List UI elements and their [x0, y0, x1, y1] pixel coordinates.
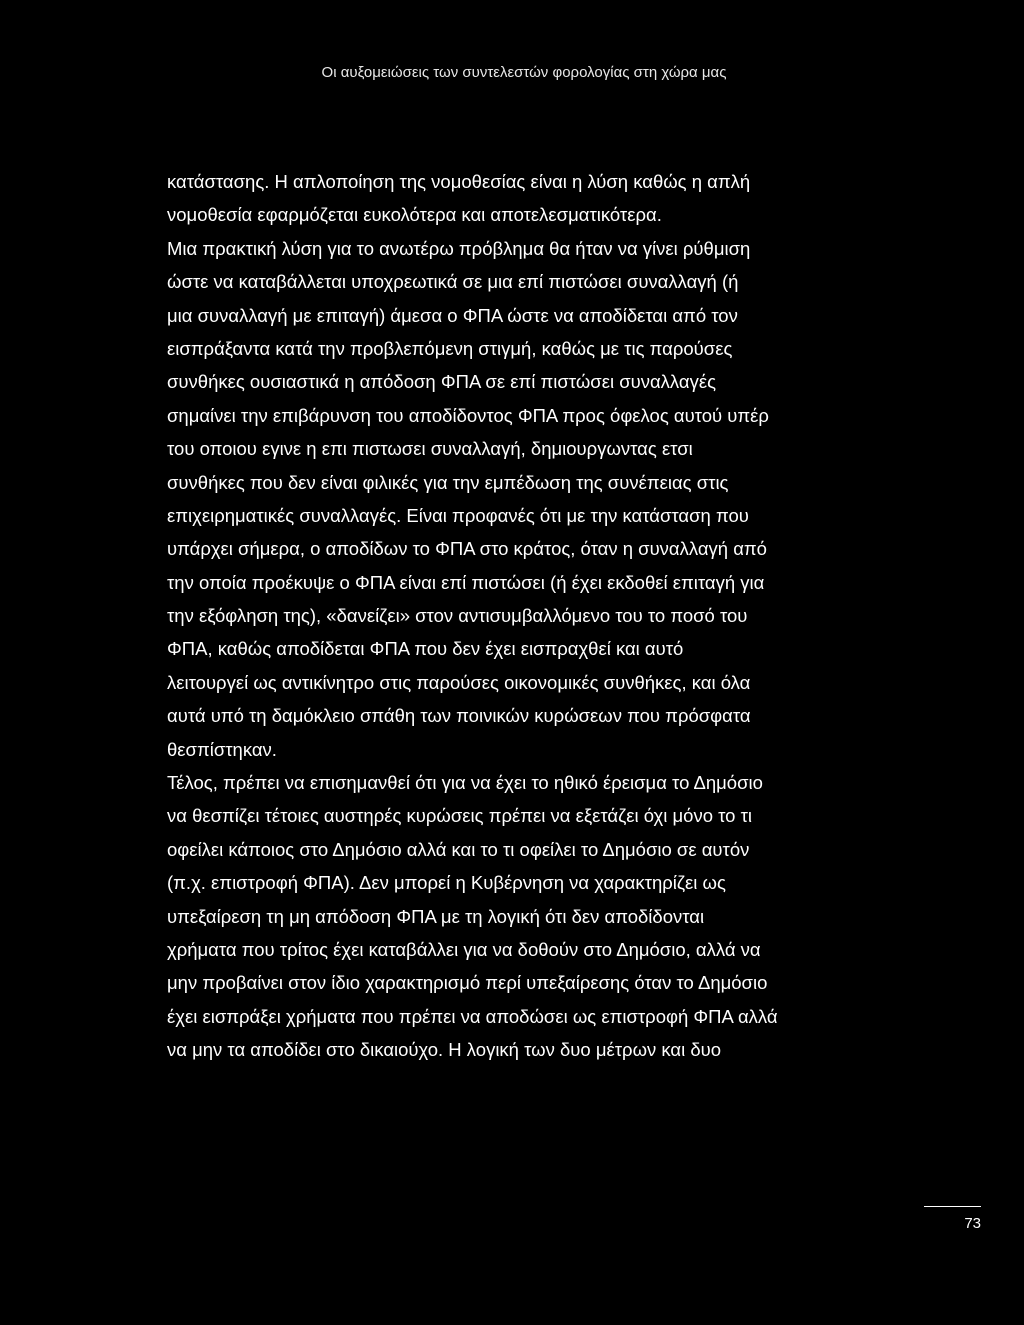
body-line: υπεξαίρεση τη μη απόδοση ΦΠΑ με τη λογική ότι δεν αποδίδονται	[167, 905, 705, 927]
body-line: ΦΠΑ, καθώς αποδίδεται ΦΠΑ που δεν έχει εισπραχθεί και αυτό	[167, 638, 684, 660]
body-line: μια συναλλαγή με επιταγή) άμεσα ο ΦΠΑ ώστε να αποδίδεται από τον	[167, 304, 738, 326]
body-line: συνθήκες ουσιαστικά η απόδοση ΦΠΑ σε επί πιστώσει συναλλαγές	[167, 371, 717, 393]
body-line: επιχειρηματικές συναλλαγές. Είναι προφανές ότι με την κατάσταση που	[167, 504, 749, 526]
running-header-title: Οι αυξομειώσεις των συντελεστών φορολογίας στη χώρα μας	[321, 64, 727, 81]
body-line: Τέλος, πρέπει να επισημανθεί ότι για να έχει το ηθικό έρεισμα το Δημόσιο	[167, 772, 763, 794]
body-line: σημαίνει την επιβάρυνση του αποδίδοντος ΦΠΑ προς όφελος αυτού υπέρ	[167, 404, 769, 426]
body-line: λειτουργεί ως αντικίνητρο στις παρούσες οικονομικές συνθήκες, και όλα	[167, 671, 751, 693]
body-line: (π.χ. επιστροφή ΦΠΑ). Δεν μπορεί η Κυβέρνηση να χαρακτηρίζει ως	[167, 872, 726, 894]
body-line: θεσπίστηκαν.	[167, 738, 277, 760]
body-line: εισπράξαντα κατά την προβλεπόμενη στιγμή, καθώς με τις παρούσες	[167, 337, 733, 359]
body-line: υπάρχει σήμερα, ο αποδίδων το ΦΠΑ στο κράτος, όταν η συναλλαγή από	[167, 538, 767, 560]
body-line: χρήματα που τρίτος έχει καταβάλλει για να δοθούν στο Δημόσιο, αλλά να	[167, 938, 761, 960]
body-line: έχει εισπράξει χρήματα που πρέπει να αποδώσει ως επιστροφή ΦΠΑ αλλά	[167, 1005, 778, 1027]
body-line: να μην τα αποδίδει στο δικαιούχο. Η λογική των δυο μέτρων και δυο	[167, 1039, 722, 1061]
page-number: 73	[964, 1215, 981, 1232]
body-line: την εξόφληση της), «δανείζει» στον αντισυμβαλλόμενο του το ποσό του	[167, 605, 748, 627]
body-line: οφείλει κάποιος στο Δημόσιο αλλά και το τι οφείλει το Δημόσιο σε αυτόν	[167, 838, 750, 860]
body-line: νομοθεσία εφαρμόζεται ευκολότερα και αποτελεσματικότερα.	[167, 204, 662, 226]
body-line: Μια πρακτική λύση για το ανωτέρω πρόβλημα θα ήταν να γίνει ρύθμιση	[167, 237, 751, 259]
body-line: μην προβαίνει στον ίδιο χαρακτηρισμό περί υπεξαίρεσης όταν το Δημόσιο	[167, 972, 768, 994]
body-line: του οποιου εγινε η επι πιστωσει συναλλαγή, δημιουργωντας ετσι	[167, 438, 693, 460]
body-line: συνθήκες που δεν είναι φιλικές για την εμπέδωση της συνέπειας στις	[167, 471, 729, 493]
body-text	[167, 165, 867, 1067]
body-line: αυτά υπό τη δαμόκλειο σπάθη των ποινικών κυρώσεων που πρόσφατα	[167, 705, 751, 727]
body-line: κατάστασης. Η απλοποίηση της νομοθεσίας είναι η λύση καθώς η απλή	[167, 171, 751, 192]
body-line: να θεσπίζει τέτοιες αυστηρές κυρώσεις πρέπει να εξετάζει όχι μόνο το τι	[167, 805, 753, 827]
body-line: την οποία προέκυψε ο ΦΠΑ είναι επί πιστώσει (ή έχει εκδοθεί επιταγή για	[167, 571, 765, 593]
body-line: ώστε να καταβάλλεται υποχρεωτικά σε μια επί πιστώσει συναλλαγή (ή	[167, 271, 739, 293]
footer-rule	[924, 1206, 981, 1207]
